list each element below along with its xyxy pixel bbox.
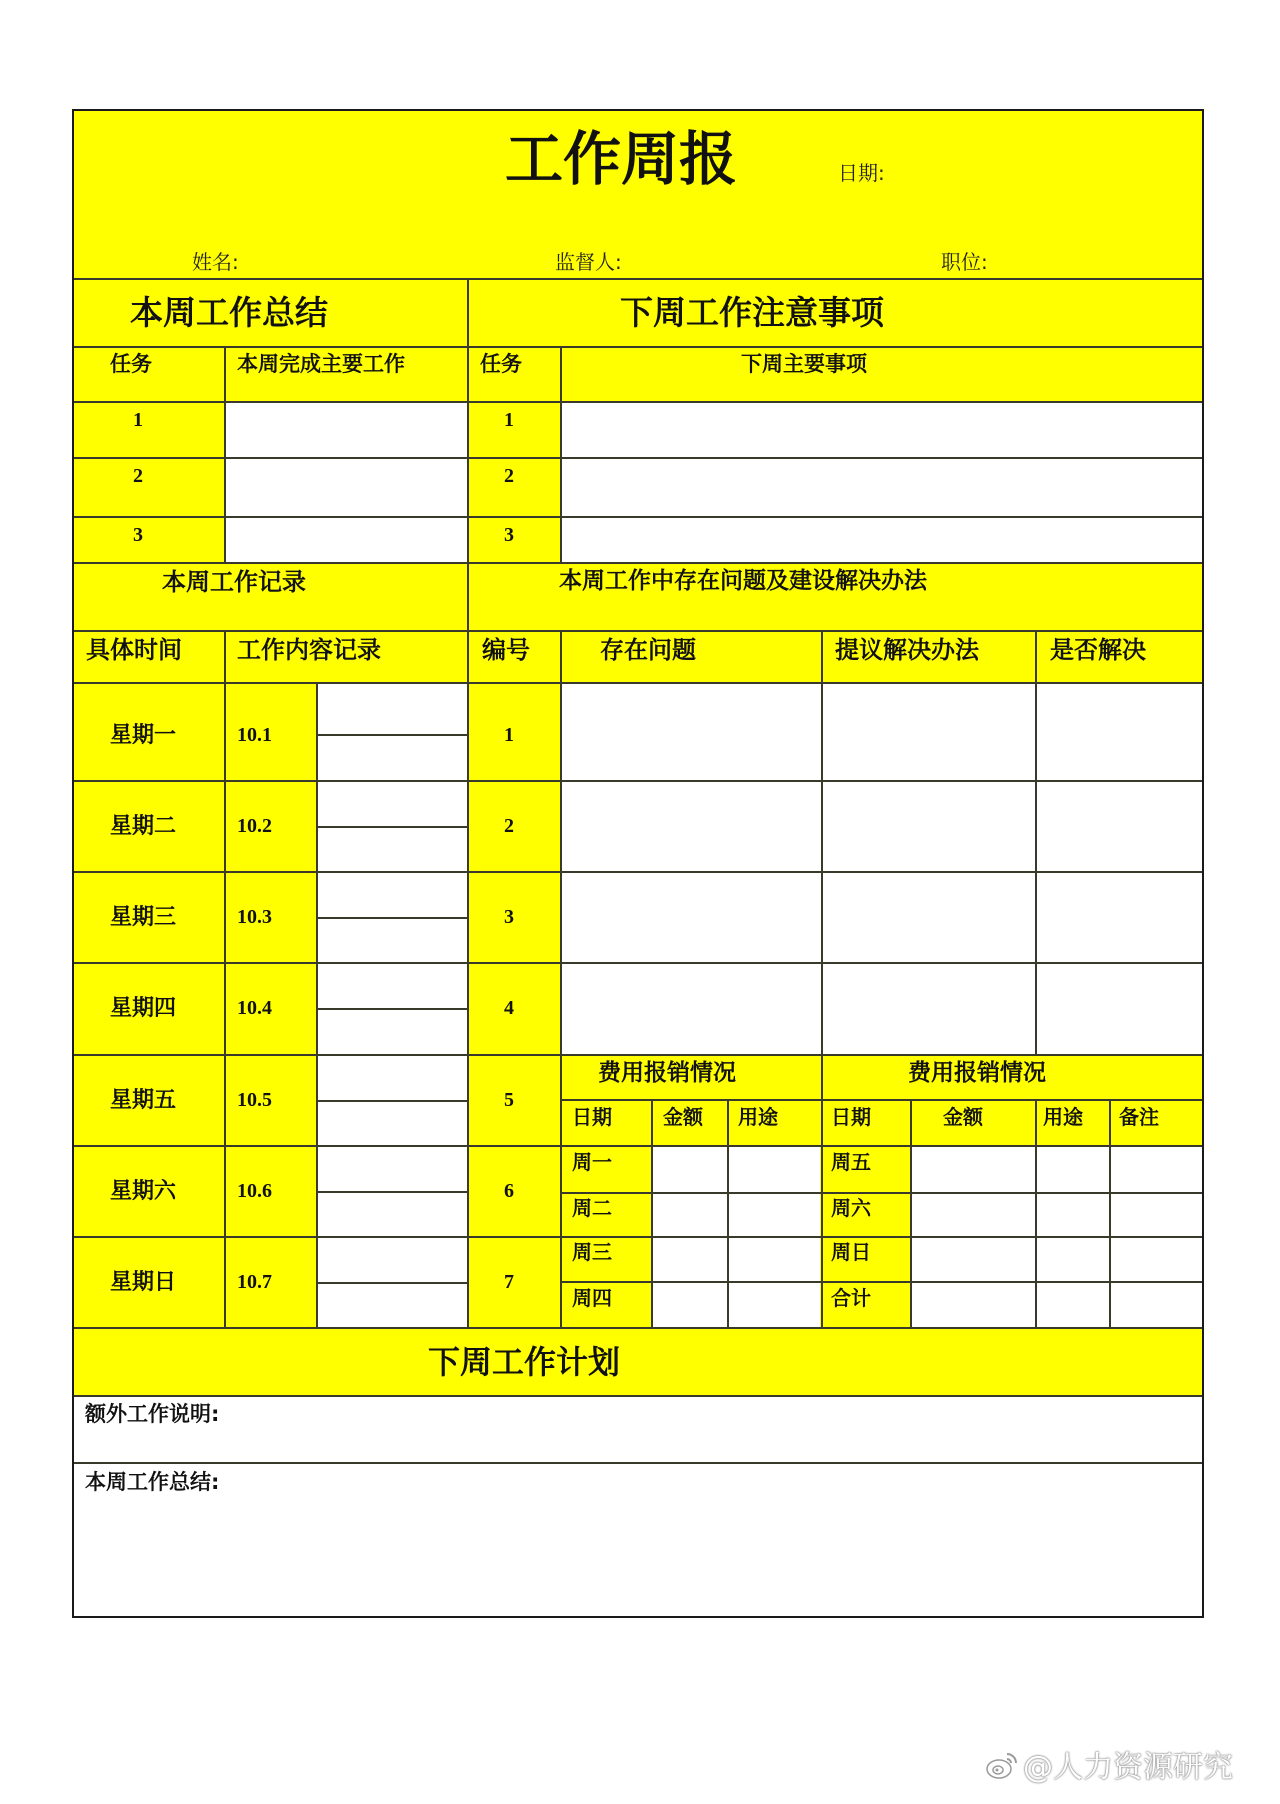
divider bbox=[821, 631, 823, 1328]
week-summary-field[interactable] bbox=[72, 1463, 1204, 1618]
col-specific-time: 具体时间 bbox=[86, 636, 182, 664]
divider bbox=[317, 1282, 468, 1284]
main-work-input-area[interactable] bbox=[225, 402, 468, 563]
divider bbox=[651, 1100, 653, 1328]
next-items-input-area[interactable] bbox=[561, 402, 1204, 563]
expense-col-date: 日期 bbox=[831, 1105, 871, 1129]
date-value: 10.5 bbox=[237, 1089, 272, 1111]
divider bbox=[72, 278, 1204, 280]
extra-work-field[interactable] bbox=[72, 1396, 1204, 1463]
col-solution: 提议解决办法 bbox=[835, 636, 979, 664]
col-resolved: 是否解决 bbox=[1050, 636, 1146, 664]
expense-total-label: 合计 bbox=[831, 1286, 871, 1310]
divider bbox=[561, 1192, 1204, 1194]
col-task-left: 任务 bbox=[110, 352, 152, 376]
divider bbox=[1035, 1100, 1037, 1328]
expense-day: 周三 bbox=[572, 1240, 612, 1264]
name-label[interactable]: 姓名: bbox=[192, 250, 239, 274]
expense-day: 周日 bbox=[831, 1240, 871, 1264]
col-main-work: 本周完成主要工作 bbox=[237, 352, 405, 376]
divider bbox=[317, 1008, 468, 1010]
col-problem: 存在问题 bbox=[600, 636, 696, 664]
day-label: 星期一 bbox=[110, 723, 177, 748]
issue-number: 6 bbox=[504, 1180, 514, 1202]
issue-number: 1 bbox=[504, 724, 514, 746]
expense-col-note: 备注 bbox=[1119, 1105, 1159, 1129]
watermark bbox=[985, 1750, 1233, 1786]
col-next-main-items: 下周主要事项 bbox=[741, 352, 867, 376]
divider bbox=[561, 1281, 1204, 1283]
issues-title: 本周工作中存在问题及建设解决办法 bbox=[559, 568, 927, 594]
divider bbox=[727, 1100, 729, 1328]
task-number-col-left bbox=[72, 402, 225, 563]
next-week-plan-row bbox=[72, 1328, 1204, 1396]
expense-day: 周五 bbox=[831, 1150, 871, 1174]
this-week-summary-title: 本周工作总结 bbox=[130, 293, 328, 332]
divider bbox=[316, 683, 318, 1328]
task-number: 2 bbox=[504, 465, 514, 487]
next-week-plan-title: 下周工作计划 bbox=[428, 1343, 621, 1381]
date-label[interactable]: 日期: bbox=[838, 161, 885, 185]
divider bbox=[317, 1191, 468, 1193]
task-number: 3 bbox=[133, 524, 143, 546]
issue-number: 2 bbox=[504, 815, 514, 837]
task-number: 2 bbox=[133, 465, 143, 487]
task-number: 3 bbox=[504, 524, 514, 546]
divider bbox=[1035, 631, 1037, 1055]
next-week-notes-title: 下周工作注意事项 bbox=[620, 293, 884, 332]
date-value: 10.4 bbox=[237, 997, 272, 1019]
day-label: 星期四 bbox=[110, 996, 177, 1021]
divider bbox=[224, 347, 226, 563]
task-number: 1 bbox=[133, 409, 143, 431]
date-value: 10.7 bbox=[237, 1271, 272, 1293]
extra-work-label: 额外工作说明: bbox=[85, 1402, 220, 1426]
expense-day: 周二 bbox=[572, 1196, 612, 1220]
divider bbox=[224, 631, 226, 1328]
divider bbox=[910, 1100, 912, 1328]
date-value: 10.3 bbox=[237, 906, 272, 928]
issues-input-area[interactable] bbox=[561, 683, 1204, 1055]
expense-day: 周四 bbox=[572, 1286, 612, 1310]
divider bbox=[317, 734, 468, 736]
task-number-col-right bbox=[468, 402, 561, 563]
col-issue-no: 编号 bbox=[482, 636, 530, 664]
weibo-icon bbox=[985, 1750, 1019, 1786]
divider bbox=[560, 631, 562, 1328]
divider bbox=[467, 279, 469, 1328]
day-label: 星期二 bbox=[110, 814, 177, 839]
position-label[interactable]: 职位: bbox=[941, 250, 988, 274]
task-number: 1 bbox=[504, 409, 514, 431]
page-title: 工作周报 bbox=[505, 125, 738, 193]
divider bbox=[72, 457, 1204, 459]
expense-day: 周六 bbox=[831, 1196, 871, 1220]
expense-col-date: 日期 bbox=[572, 1105, 612, 1129]
divider bbox=[560, 347, 562, 563]
divider bbox=[317, 917, 468, 919]
divider bbox=[72, 562, 1204, 564]
work-log-title: 本周工作记录 bbox=[162, 568, 306, 596]
expense-col-amount: 金额 bbox=[943, 1105, 983, 1129]
divider bbox=[1109, 1100, 1111, 1328]
issue-number: 7 bbox=[504, 1271, 514, 1293]
issue-number: 3 bbox=[504, 906, 514, 928]
divider bbox=[72, 346, 1204, 348]
divider bbox=[317, 826, 468, 828]
day-label: 星期日 bbox=[110, 1270, 177, 1295]
day-label: 星期六 bbox=[110, 1179, 177, 1204]
divider bbox=[72, 516, 1204, 518]
divider bbox=[72, 401, 1204, 403]
date-value: 10.6 bbox=[237, 1180, 272, 1202]
expense-col-amount: 金额 bbox=[663, 1105, 703, 1129]
supervisor-label[interactable]: 监督人: bbox=[555, 250, 622, 274]
day-label: 星期三 bbox=[110, 905, 177, 930]
col-work-content: 工作内容记录 bbox=[237, 636, 381, 664]
expense-col-purpose: 用途 bbox=[1043, 1105, 1083, 1129]
watermark-text: @人力资源研究 bbox=[1023, 1750, 1233, 1785]
day-label: 星期五 bbox=[110, 1088, 177, 1113]
divider bbox=[317, 1100, 468, 1102]
issue-number: 5 bbox=[504, 1089, 514, 1111]
expense-left-title: 费用报销情况 bbox=[598, 1060, 736, 1086]
date-value: 10.1 bbox=[237, 724, 272, 746]
expense-col-purpose: 用途 bbox=[738, 1105, 778, 1129]
issue-number: 4 bbox=[504, 997, 514, 1019]
col-task-right: 任务 bbox=[480, 352, 522, 376]
expense-day: 周一 bbox=[572, 1150, 612, 1174]
divider bbox=[72, 1395, 1204, 1397]
date-value: 10.2 bbox=[237, 815, 272, 837]
divider bbox=[72, 1462, 1204, 1464]
expense-right-title: 费用报销情况 bbox=[908, 1060, 1046, 1086]
week-summary-label: 本周工作总结: bbox=[85, 1470, 220, 1494]
divider bbox=[561, 1099, 1204, 1101]
